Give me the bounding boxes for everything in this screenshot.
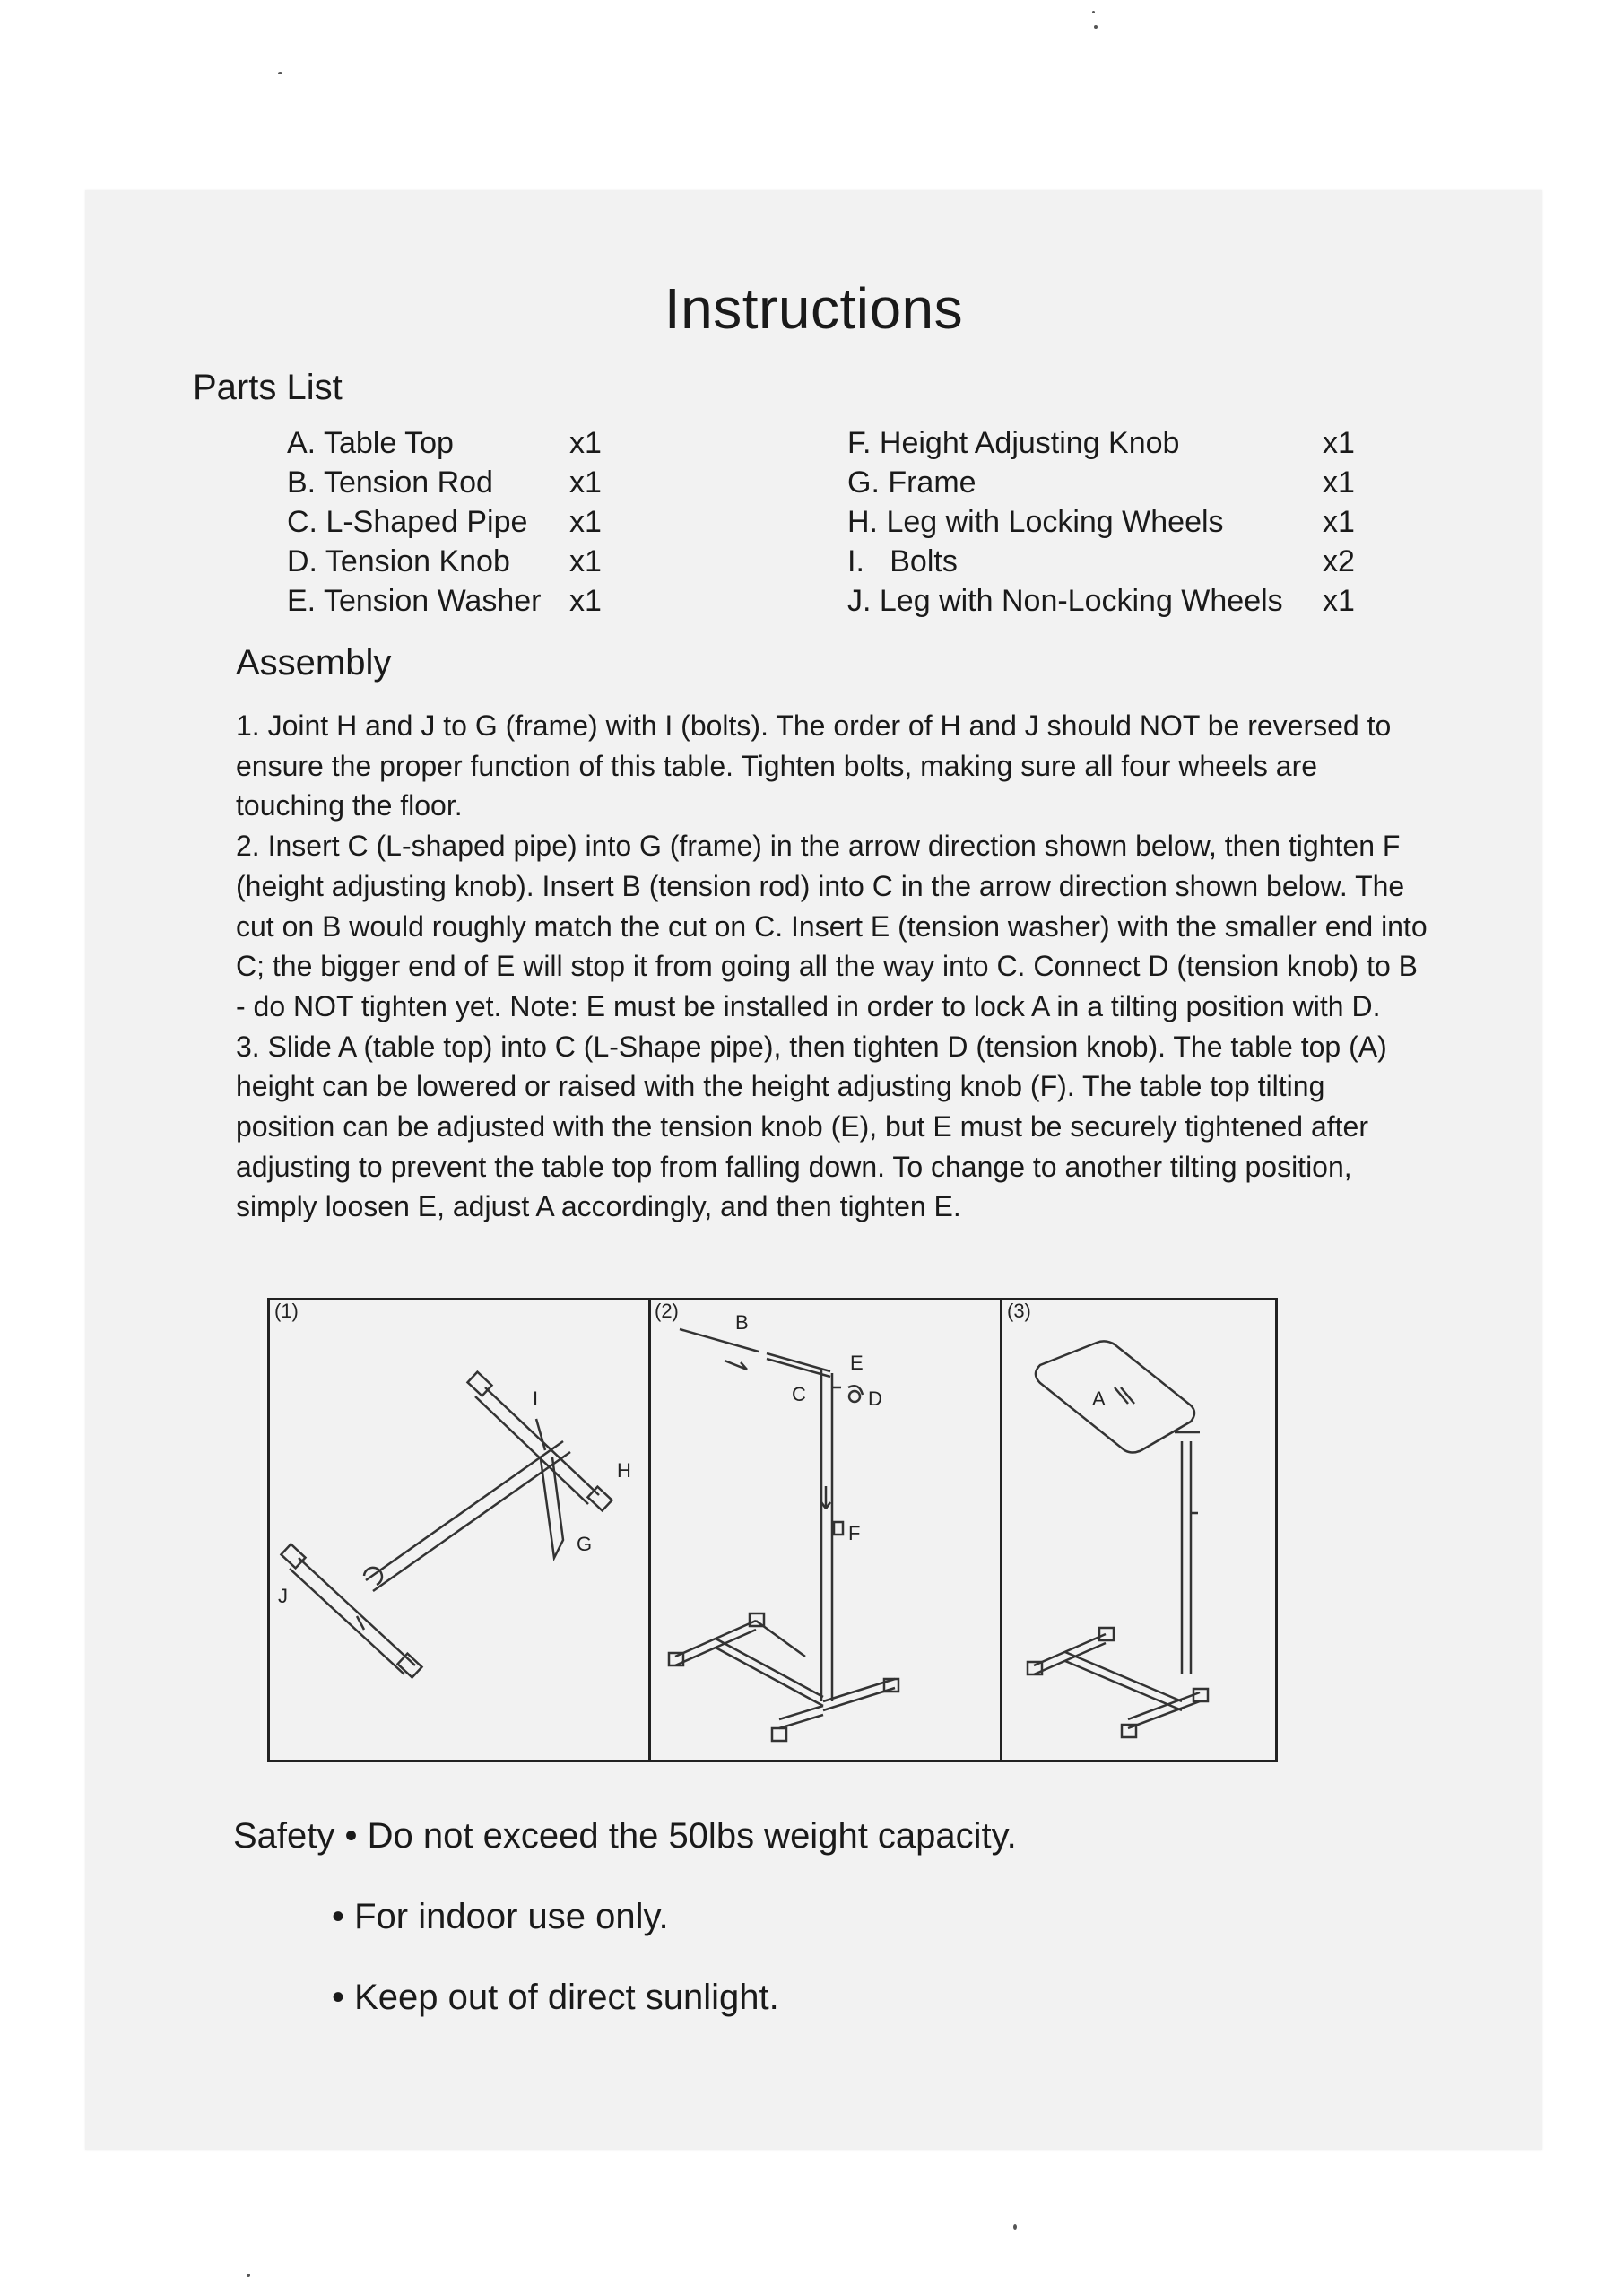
scan-speck [247, 2274, 250, 2277]
part-name: E. Tension Washer [287, 584, 542, 618]
part-name: F. Height Adjusting Knob [847, 426, 1180, 460]
part-qty: x1 [569, 426, 602, 460]
label-a: A [1092, 1387, 1106, 1410]
part-name: J. Leg with Non-Locking Wheels [847, 584, 1283, 618]
assembly-step: 1. Joint H and J to G (frame) with I (bolts). The order of H and J should NOT be reversed to ensure the proper function of this table. Tighten bolts, making sure all four wheels are touching the floor. [236, 709, 1392, 822]
part-row [847, 423, 1355, 463]
label-d: D [868, 1387, 882, 1410]
label-c: C [792, 1383, 806, 1405]
label-i: I [533, 1387, 539, 1410]
safety-row [332, 1894, 669, 1939]
assembly-figure [267, 1298, 1278, 1762]
scan-speck [1094, 25, 1098, 29]
part-row [287, 542, 602, 581]
parts-list-right [847, 423, 1355, 621]
safety-label: Safety [233, 1816, 335, 1856]
label-b: B [735, 1311, 749, 1334]
page-title: Instructions [664, 276, 964, 341]
scan-speck [1013, 2224, 1017, 2230]
panel-label-2: (2) [655, 1300, 679, 1322]
scan-speck [1092, 11, 1095, 13]
safety-row [233, 1813, 1017, 1858]
panel-1-drawing [281, 1372, 612, 1678]
part-qty: x1 [569, 544, 602, 578]
part-row [287, 463, 602, 502]
part-qty: x1 [569, 465, 602, 500]
label-j: J [278, 1585, 288, 1607]
label-e: E [850, 1352, 864, 1374]
parts-list-left [287, 423, 602, 621]
panel-label-1: (1) [274, 1300, 299, 1322]
assembly-heading: Assembly [236, 643, 392, 683]
assembly-step: 3. Slide A (table top) into C (L-Shape pipe), then tighten D (tension knob). The table top (A) height can be lowered or raised with the height adjusting knob (F). The table top tilting position can be adjusted with the tension knob (E), but E must be securely tightened after adjusting to prevent the table top from falling down. To change to another tilting position, simply loosen E, adjust A accordingly, and then tighten E. [236, 1030, 1387, 1223]
part-name: D. Tension Knob [287, 544, 510, 578]
part-name: I. Bolts [847, 544, 958, 578]
label-h: H [617, 1459, 631, 1482]
part-qty: x1 [1323, 584, 1355, 618]
safety-item: Keep out of direct sunlight. [354, 1978, 779, 2017]
part-row [287, 581, 602, 621]
part-name: B. Tension Rod [287, 465, 493, 500]
part-name: H. Leg with Locking Wheels [847, 505, 1224, 539]
assembly-steps [236, 706, 1428, 1227]
part-qty: x1 [569, 505, 602, 539]
label-g: G [577, 1533, 593, 1555]
part-name: A. Table Top [287, 426, 454, 460]
scan-speck [278, 72, 282, 74]
safety-item: For indoor use only. [354, 1897, 669, 1936]
safety-section [233, 1813, 1017, 2017]
part-qty: x1 [1323, 426, 1355, 460]
part-name: G. Frame [847, 465, 976, 500]
part-qty: x1 [1323, 505, 1355, 539]
panel-label-3: (3) [1007, 1300, 1031, 1322]
bullet-icon: • [344, 1816, 368, 1856]
part-qty: x2 [1323, 544, 1355, 578]
label-f: F [848, 1522, 861, 1544]
part-row [847, 502, 1355, 542]
part-row [287, 502, 602, 542]
part-name: C. L-Shaped Pipe [287, 505, 528, 539]
safety-row [332, 1975, 779, 2020]
part-qty: x1 [569, 584, 602, 618]
bullet-icon: • [332, 1978, 355, 2017]
panel-2-drawing [669, 1329, 898, 1741]
bullet-icon: • [332, 1897, 355, 1936]
part-row [847, 463, 1355, 502]
part-row [847, 581, 1355, 621]
part-row [847, 542, 1355, 581]
assembly-step: 2. Insert C (L-shaped pipe) into G (frame) in the arrow direction shown below, then tighten F (height adjusting knob). Insert B (tension rod) into C in the arrow direction shown below. The cut on B would roughly match the cut on C. Insert E (tension washer) with the smaller end into C; the bigger end of E will stop it from going all the way into C. Connect D (tension knob) to B - do NOT tighten yet. Note: E must be installed in order to lock A in a tilting position with D. [236, 830, 1428, 1022]
part-row [287, 423, 602, 463]
instruction-sheet [85, 190, 1542, 2150]
panel-3-drawing [1028, 1341, 1208, 1737]
parts-list-heading: Parts List [193, 368, 343, 407]
safety-item: Do not exceed the 50lbs weight capacity. [367, 1816, 1017, 1856]
part-qty: x1 [1323, 465, 1355, 500]
figure-panel-2 [650, 1300, 1002, 1761]
